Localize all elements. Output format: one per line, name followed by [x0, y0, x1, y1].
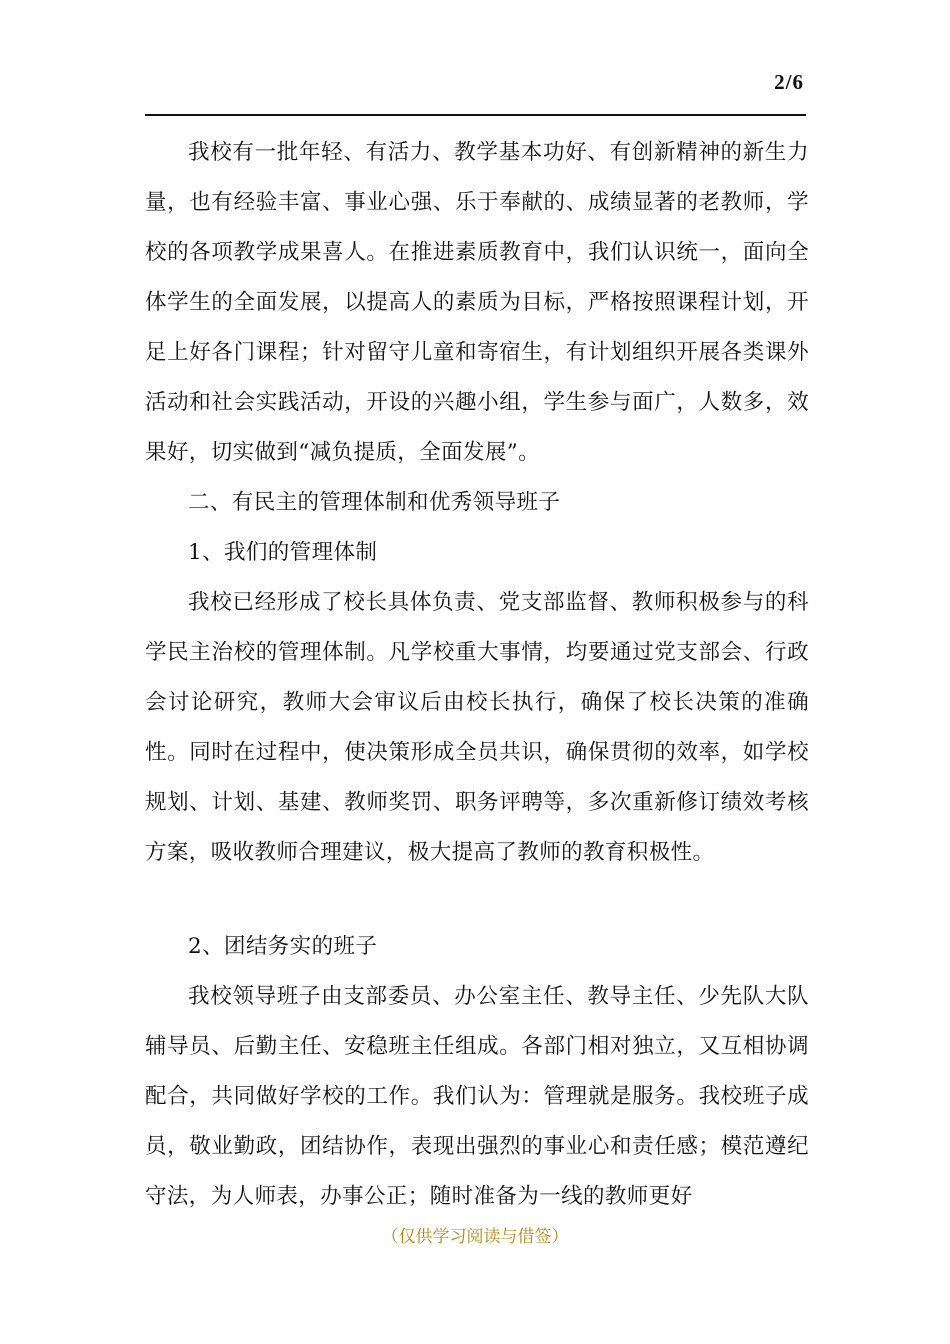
page-number: 2/6: [774, 70, 804, 94]
section-heading-management: 二、有民主的管理体制和优秀领导班子: [188, 490, 561, 515]
subheading-leadership-team: 2、团结务实的班子: [188, 934, 378, 959]
paragraph-teaching-staff: 我校有一批年轻、有活力、教学基本功好、有创新精神的新生力量，也有经验丰富、事业心强、乐于奉献的、成绩显著的老教师，学校的各项教学成果喜人。在推进素质教育中，我们认识统一，面向全体学生的全面发展，以提高人的素质为目标，严格按照课程计划，开足上好各门课程；针对留守儿童和寄宿生，有计划组织开展各类课外活动和社会实践活动，开设的兴趣小组，学生参与面广，人数多，效果好，切实做到“减负提质，全面发展”。: [145, 140, 809, 465]
footer-note: （仅供学习阅读与借签）: [381, 1227, 569, 1247]
paragraph-management-system: 我校已经形成了校长具体负责、党支部监督、教师积极参与的科学民主治校的管理体制。凡学校重大事情，均要通过党支部会、行政会讨论研究，教师大会审议后由校长执行，确保了校长决策的准确性。同时在过程中，使决策形成全员共识，确保贯彻的效率，如学校规划、计划、基建、教师奖罚、职务评聘等，多次重新修订绩效考核方案，吸收教师合理建议，极大提高了教师的教育积极性。: [145, 590, 809, 865]
paragraph-spacer: [145, 878, 809, 922]
paragraph-leadership-team: 我校领导班子由支部委员、办公室主任、教导主任、少先队大队辅导员、后勤主任、安稳班主任组成。各部门相对独立，又互相协调配合，共同做好学校的工作。我们认为：管理就是服务。我校班子成员，敬业勤政，团结协作，表现出强烈的事业心和责任感；模范遵纪守法，为人师表，办事公正；随时准备为一线的教师更好: [145, 984, 809, 1209]
subheading-management-system: 1、我们的管理体制: [188, 540, 378, 565]
document-body: [145, 128, 809, 1222]
header-divider: [145, 114, 806, 116]
